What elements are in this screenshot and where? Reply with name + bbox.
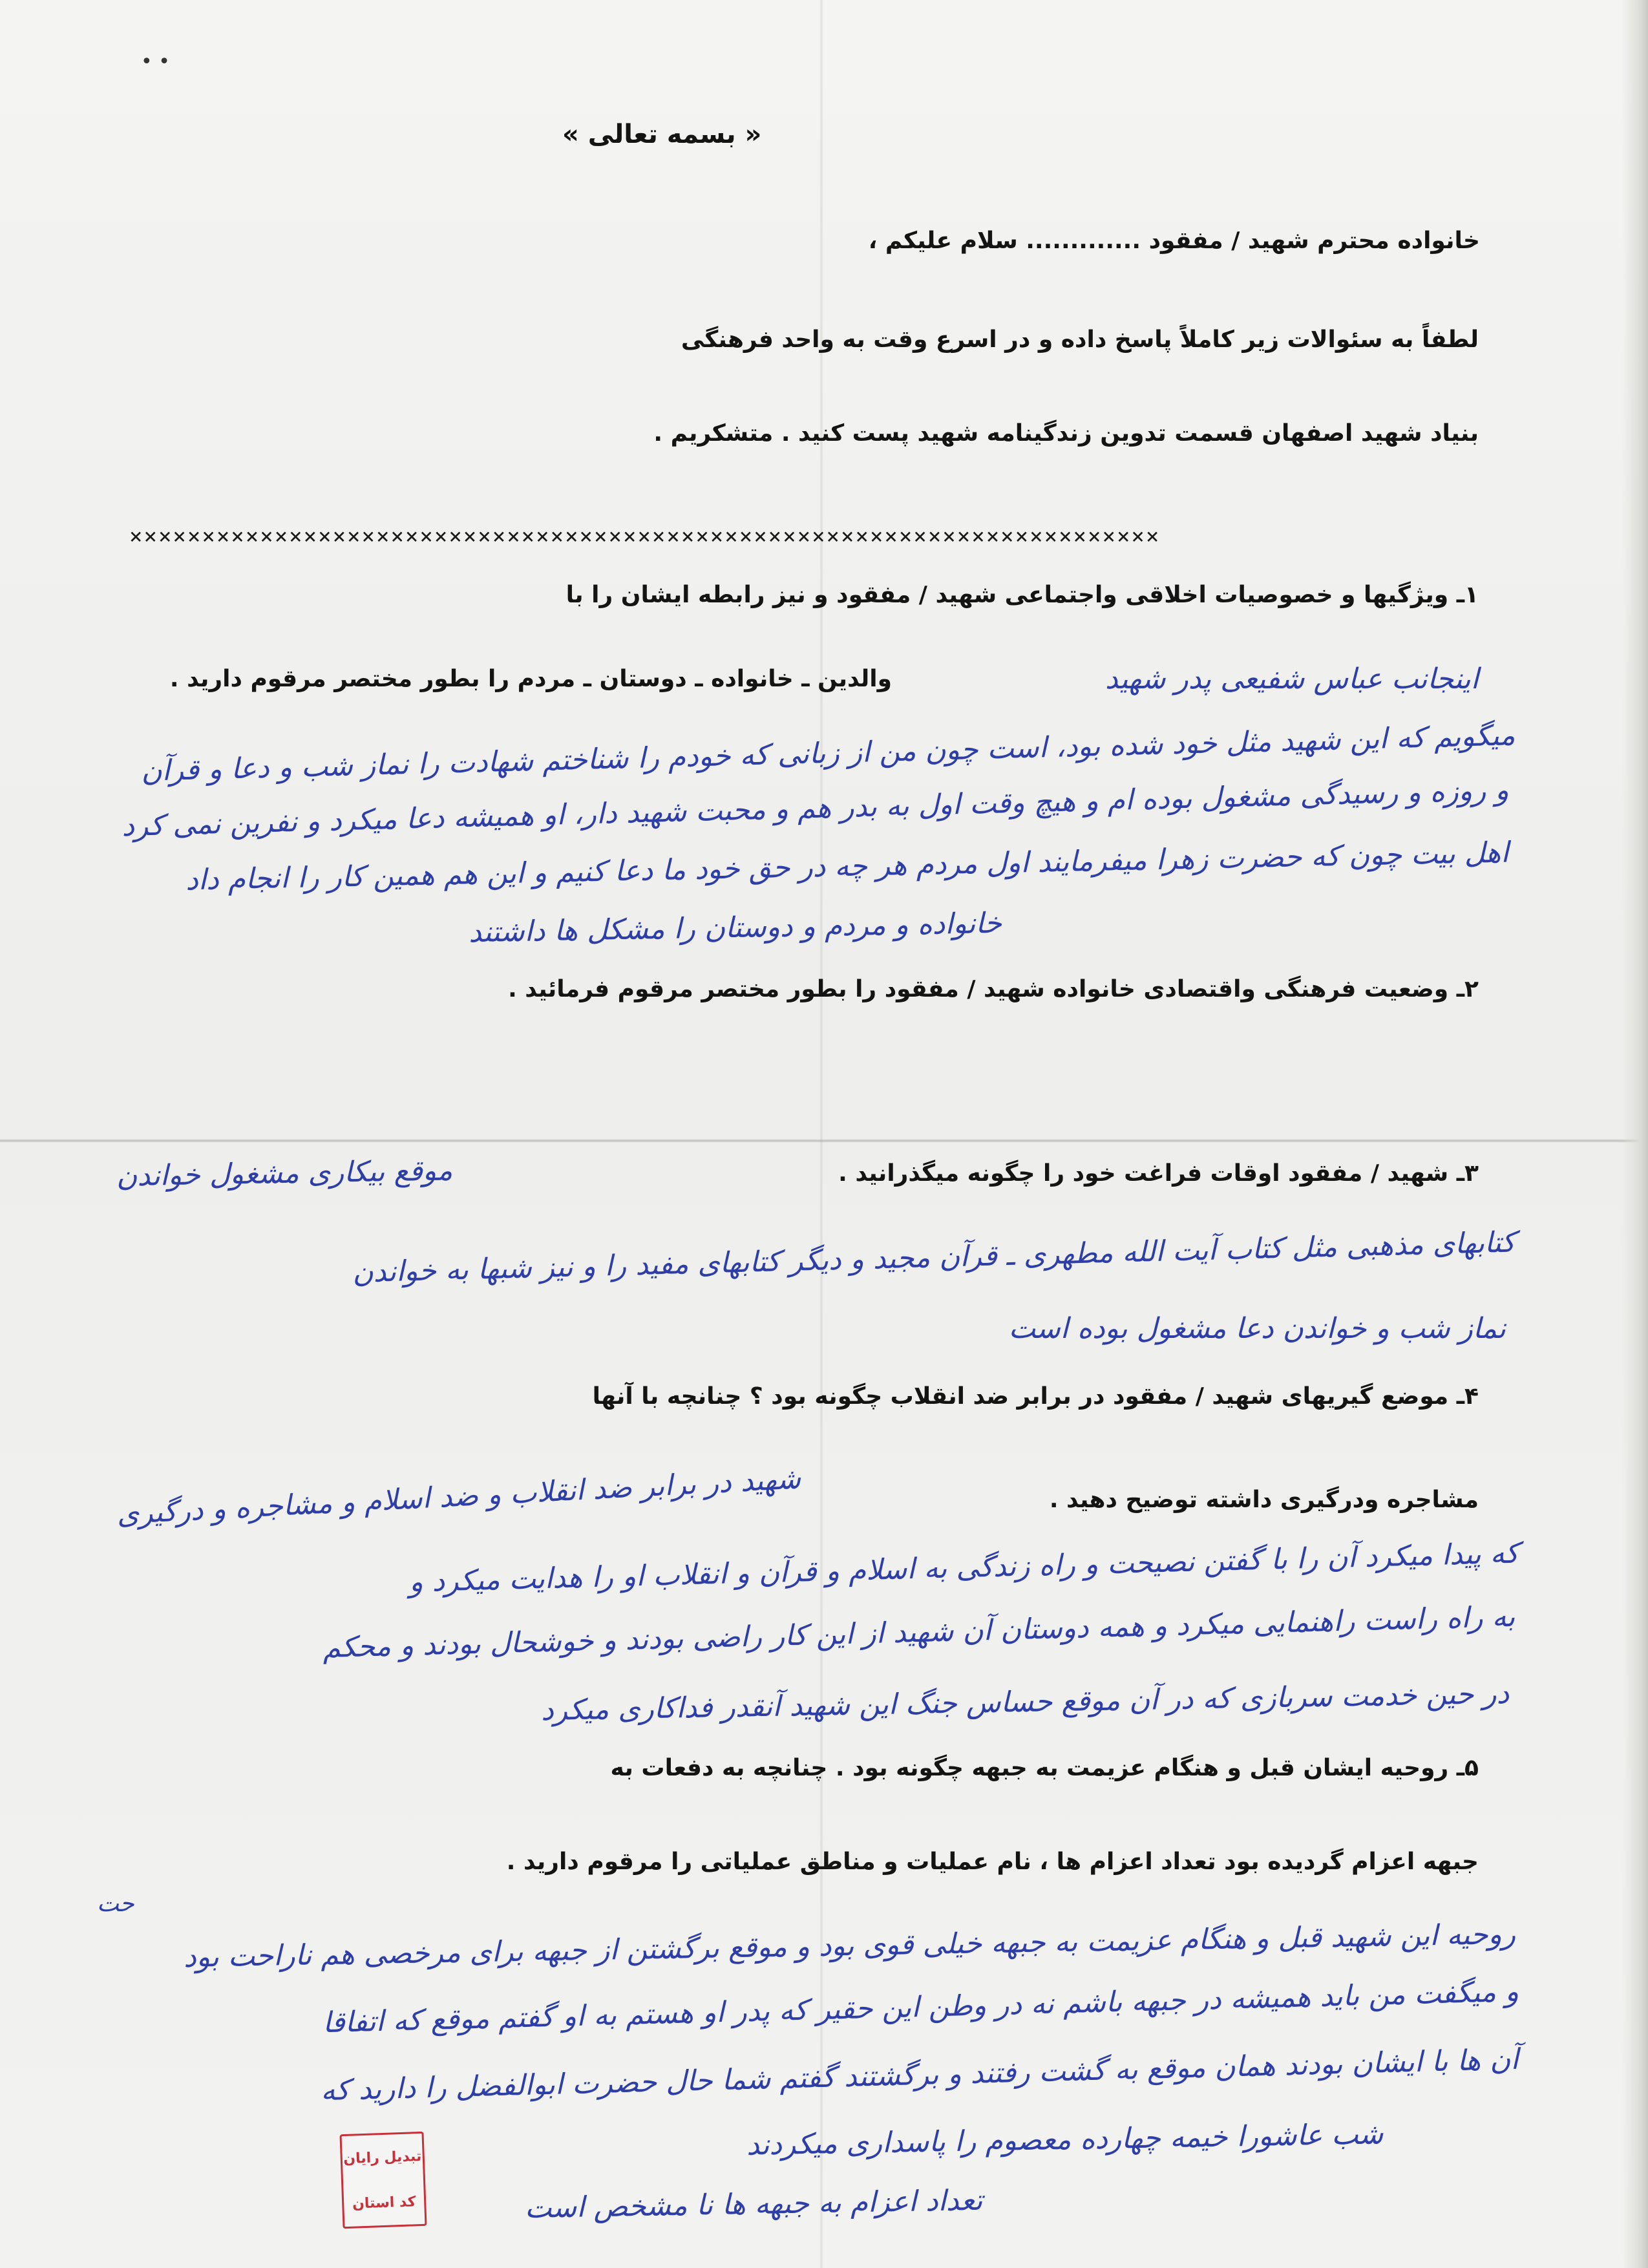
answer-4-line-2: به راه راست راهنمایی میکرد و همه دوستان آن شهید از این کار راضی بودند و خوشحال بودند و محکم	[322, 1600, 1516, 1665]
intro-line-3: بنیاد شهید اصفهان قسمت تدوین زندگینامه شهید پست کنید . متشکریم .	[653, 420, 1479, 447]
question-1-line-2: والدین ـ خانواده ـ دوستان ـ مردم را بطور مختصر مرقوم دارید .	[169, 666, 892, 692]
page-title: « بسمه تعالی »	[562, 120, 762, 149]
question-5-line-1: ۵ـ روحیه ایشان قبل و هنگام عزیمت به جبهه چگونه بود . چنانچه به دفعات به	[610, 1755, 1479, 1781]
answer-5-note: حت	[97, 1891, 134, 1917]
answer-3-line-1: کتابهای مذهبی مثل کتاب آیت الله مطهری ـ قرآن مجید و دیگر کتابهای مفید را و نیز شبها به خواندن	[352, 1225, 1516, 1289]
office-stamp	[339, 2132, 427, 2229]
answer-1-line-2: و روزه و رسیدگی مشغول بوده ام و هیچ وقت اول به بدر هم و محبت شهید دار، او همیشه دعا میکرد و نفرین نمی کرد	[121, 773, 1510, 843]
answer-3-line-2: نماز شب و خواندن دعا مشغول بوده است	[1008, 1312, 1506, 1345]
page-edge	[1622, 0, 1648, 2268]
question-5-line-2: جبهه اعزام گردیده بود تعداد اعزام ها ، نام عملیات و مناطق عملیاتی را مرقوم دارید .	[506, 1849, 1479, 1875]
answer-4-line-1: که پیدا میکرد آن را با گفتن نصیحت و راه زندگی به اسلام و قرآن و انقلاب او را هدایت میکرد و	[408, 1536, 1519, 1599]
answer-4-line-3: در حین خدمت سربازی که در آن موقع حساس جنگ این شهید آنقدر فداکاری میکرد	[540, 1677, 1510, 1728]
answer-5-line-3: شب عاشورا خیمه چهارده معصوم را پاسداری میکردند	[746, 2117, 1384, 2162]
answer-5-line-0: روحیه این شهید قبل و هنگام عزیمت به جبهه خیلی قوی بود و موقع برگشتن از جبهه برای مرخصی هم ناراحت بود	[183, 1918, 1516, 1974]
answer-4-line-0: شهید در برابر ضد انقلاب و ضد اسلام و مشاجره و درگیری	[116, 1462, 802, 1531]
corner-mark: • •	[141, 50, 170, 73]
answer-1-line-4: خانواده و مردم و دوستان را مشکل ها داشتند	[468, 906, 1002, 949]
stamp-line-2: کد استان	[352, 2193, 416, 2212]
question-2: ۲ـ وضعیت فرهنگی واقتصادی خانواده شهید / مفقود را بطور مختصر مرقوم فرمائید .	[508, 976, 1479, 1002]
answer-1-line-3: اهل بیت چون که حضرت زهرا میفرمایند اول مردم هر چه در حق خود ما دعا کنیم و این هم همین کار را انجام داد	[185, 836, 1510, 897]
answer-1-line-1: میگویم که این شهید مثل خود شده بود، است چون من از زبانی که خودم را شناختم شهادت را نماز شب و دعا و قرآن	[141, 719, 1516, 788]
question-3: ۳ـ شهید / مفقود اوقات فراغت خود را چگونه میگذرانید .	[838, 1160, 1479, 1187]
question-4-line-1: ۴ـ موضع گیریهای شهید / مفقود در برابر ضد انقلاب چگونه بود ؟ چنانچه با آنها	[592, 1383, 1479, 1410]
answer-5-line-4: تعداد اعزام به جبهه ها نا مشخص است	[524, 2183, 983, 2225]
answer-5-line-1: و میگفت من باید همیشه در جبهه باشم نه در وطن این حقیر که پدر او هستم به او گفتم موقع که اتفاقا	[322, 1975, 1519, 2040]
answer-1-line-0: اینجانب عباس شفیعی پدر شهید	[1104, 662, 1479, 695]
question-1-line-1: ۱ـ ویژگیها و خصوصیات اخلاقی واجتماعی شهید / مفقود و نیز رابطه ایشان را با	[565, 582, 1479, 608]
separator-line: ×××××××××××××××××××××××××××××××××××××××××××××××××××××××××××××××××××××××	[129, 524, 1161, 549]
question-4-line-2: مشاجره ودرگیری داشته توضیح دهید .	[1049, 1487, 1479, 1513]
answer-5-line-2: آن ها با ایشان بودند همان موقع به گشت رفتند و برگشتند گفتم شما حال حضرت ابوالفضل را دارید که	[320, 2042, 1519, 2108]
answer-3-line-0: موقع بیکاری مشغول خواندن	[116, 1154, 453, 1193]
intro-line-1: خانواده محترم شهید / مفقود ............. سلام علیکم ،	[868, 228, 1480, 254]
stamp-line-1: تبدیل رایان	[343, 2148, 422, 2167]
fold-line	[0, 1139, 1648, 1143]
intro-line-2: لطفاً به سئوالات زیر کاملاً پاسخ داده و در اسرع وقت به واحد فرهنگی	[681, 326, 1479, 353]
